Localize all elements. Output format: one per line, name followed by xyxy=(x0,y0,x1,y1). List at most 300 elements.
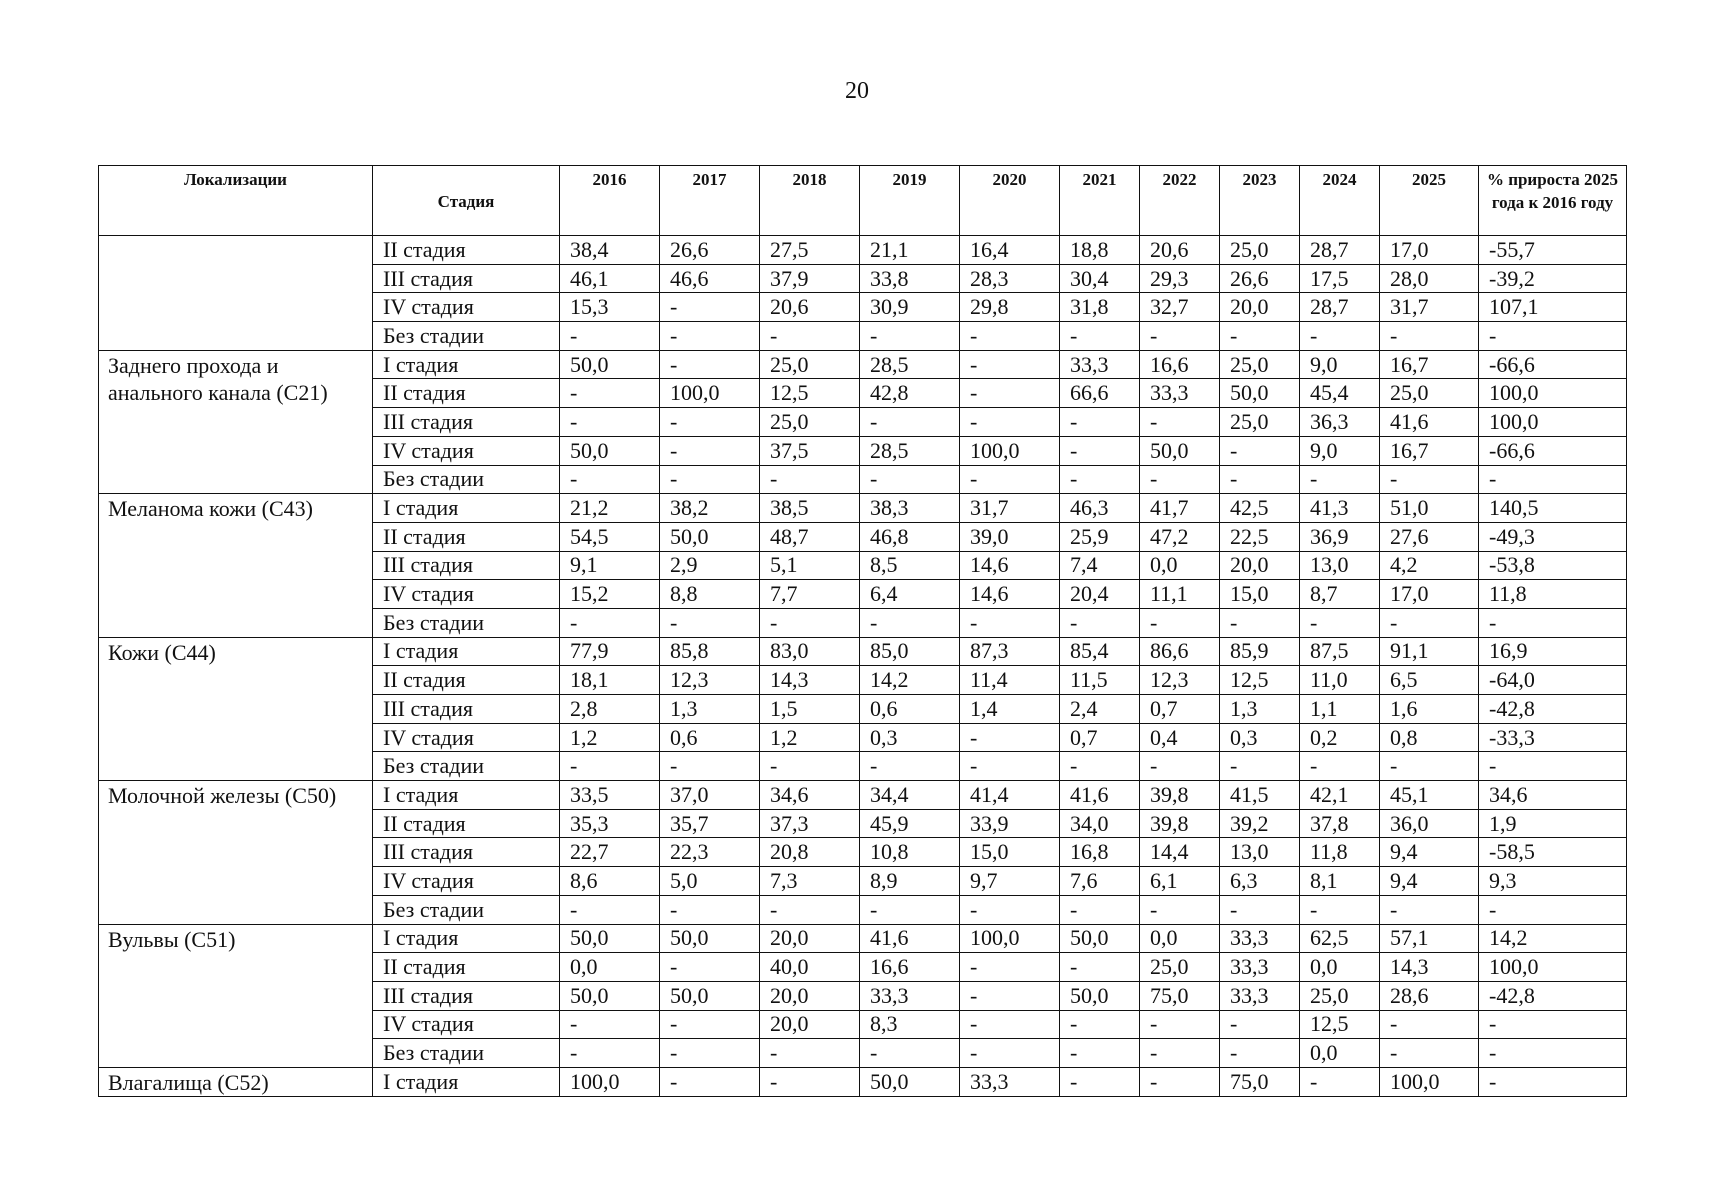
value-cell: 33,9 xyxy=(960,809,1060,838)
value-cell: 25,0 xyxy=(760,350,860,379)
value-cell: 100,0 xyxy=(1380,1067,1479,1096)
growth-percent-cell: 16,9 xyxy=(1479,637,1627,666)
value-cell: 10,8 xyxy=(860,838,960,867)
value-cell: 48,7 xyxy=(760,522,860,551)
value-cell: 20,4 xyxy=(1060,580,1140,609)
value-cell: 51,0 xyxy=(1380,494,1479,523)
value-cell: - xyxy=(660,1039,760,1068)
value-cell: 11,1 xyxy=(1140,580,1220,609)
value-cell: 15,0 xyxy=(960,838,1060,867)
value-cell: 46,1 xyxy=(560,264,660,293)
value-cell: 37,0 xyxy=(660,781,760,810)
value-cell: 33,8 xyxy=(860,264,960,293)
value-cell: 21,1 xyxy=(860,236,960,265)
value-cell: - xyxy=(660,322,760,351)
value-cell: 28,5 xyxy=(860,436,960,465)
value-cell: 50,0 xyxy=(560,436,660,465)
value-cell: 45,4 xyxy=(1300,379,1380,408)
value-cell: 27,6 xyxy=(1380,522,1479,551)
value-cell: - xyxy=(1060,322,1140,351)
localization-cell: Влагалища (С52) xyxy=(99,1067,373,1096)
stage-cell: IV стадия xyxy=(373,293,560,322)
stage-cell: III стадия xyxy=(373,695,560,724)
value-cell: 6,4 xyxy=(860,580,960,609)
value-cell: - xyxy=(1220,322,1300,351)
table-row xyxy=(99,924,1627,953)
value-cell: - xyxy=(660,752,760,781)
value-cell: 15,0 xyxy=(1220,580,1300,609)
value-cell: - xyxy=(1060,1039,1140,1068)
value-cell: 16,7 xyxy=(1380,350,1479,379)
value-cell: 13,0 xyxy=(1300,551,1380,580)
stage-cell: II стадия xyxy=(373,522,560,551)
value-cell: 28,5 xyxy=(860,350,960,379)
value-cell: 7,4 xyxy=(1060,551,1140,580)
value-cell: - xyxy=(660,1067,760,1096)
value-cell: 25,0 xyxy=(1220,350,1300,379)
stage-cell: II стадия xyxy=(373,666,560,695)
stage-cell: III стадия xyxy=(373,264,560,293)
value-cell: - xyxy=(1060,1067,1140,1096)
value-cell: 46,3 xyxy=(1060,494,1140,523)
value-cell: - xyxy=(860,1039,960,1068)
value-cell: 28,7 xyxy=(1300,236,1380,265)
value-cell: 18,1 xyxy=(560,666,660,695)
value-cell: 25,0 xyxy=(1380,379,1479,408)
value-cell: - xyxy=(1300,608,1380,637)
table-row xyxy=(99,236,1627,265)
value-cell: 9,7 xyxy=(960,867,1060,896)
value-cell: - xyxy=(860,895,960,924)
value-cell: 20,6 xyxy=(760,293,860,322)
value-cell: - xyxy=(960,1010,1060,1039)
value-cell: - xyxy=(1060,752,1140,781)
value-cell: 0,0 xyxy=(1140,551,1220,580)
value-cell: - xyxy=(1220,436,1300,465)
value-cell: - xyxy=(1140,752,1220,781)
value-cell: 50,0 xyxy=(560,981,660,1010)
value-cell: 47,2 xyxy=(1140,522,1220,551)
value-cell: 30,9 xyxy=(860,293,960,322)
value-cell: - xyxy=(960,895,1060,924)
value-cell: - xyxy=(860,408,960,437)
value-cell: 26,6 xyxy=(1220,264,1300,293)
value-cell: - xyxy=(660,350,760,379)
value-cell: 33,3 xyxy=(1220,981,1300,1010)
value-cell: 25,0 xyxy=(1220,236,1300,265)
growth-percent-cell: - xyxy=(1479,608,1627,637)
value-cell: 25,0 xyxy=(760,408,860,437)
value-cell: 100,0 xyxy=(660,379,760,408)
value-cell: 50,0 xyxy=(1140,436,1220,465)
value-cell: - xyxy=(760,1067,860,1096)
value-cell: 33,3 xyxy=(960,1067,1060,1096)
value-cell: 12,5 xyxy=(760,379,860,408)
localization-cell: Заднего прохода и анального канала (С21) xyxy=(99,350,373,493)
value-cell: - xyxy=(960,981,1060,1010)
value-cell: 42,8 xyxy=(860,379,960,408)
value-cell: - xyxy=(560,322,660,351)
value-cell: 34,4 xyxy=(860,781,960,810)
value-cell: 33,3 xyxy=(1220,924,1300,953)
value-cell: - xyxy=(1220,895,1300,924)
value-cell: 87,5 xyxy=(1300,637,1380,666)
growth-percent-cell: 100,0 xyxy=(1479,408,1627,437)
value-cell: 8,1 xyxy=(1300,867,1380,896)
value-cell: 0,0 xyxy=(560,953,660,982)
value-cell: - xyxy=(1380,608,1479,637)
value-cell: 54,5 xyxy=(560,522,660,551)
value-cell: 0,8 xyxy=(1380,723,1479,752)
value-cell: - xyxy=(1140,1039,1220,1068)
value-cell: - xyxy=(560,465,660,494)
localization-cell: Меланома кожи (С43) xyxy=(99,494,373,637)
value-cell: 25,9 xyxy=(1060,522,1140,551)
value-cell: 2,8 xyxy=(560,695,660,724)
value-cell: 50,0 xyxy=(660,981,760,1010)
growth-percent-cell: 11,8 xyxy=(1479,580,1627,609)
value-cell: 28,0 xyxy=(1380,264,1479,293)
value-cell: 42,5 xyxy=(1220,494,1300,523)
stage-cell: Без стадии xyxy=(373,465,560,494)
value-cell: 8,5 xyxy=(860,551,960,580)
table-row xyxy=(99,781,1627,810)
value-cell: 0,0 xyxy=(1300,953,1380,982)
growth-percent-cell: -49,3 xyxy=(1479,522,1627,551)
growth-percent-cell: 107,1 xyxy=(1479,293,1627,322)
value-cell: 41,3 xyxy=(1300,494,1380,523)
stage-distribution-table xyxy=(98,165,1627,1097)
value-cell: 2,4 xyxy=(1060,695,1140,724)
value-cell: - xyxy=(760,752,860,781)
value-cell: 5,1 xyxy=(760,551,860,580)
value-cell: 7,3 xyxy=(760,867,860,896)
value-cell: - xyxy=(560,895,660,924)
stage-cell: II стадия xyxy=(373,379,560,408)
value-cell: 14,4 xyxy=(1140,838,1220,867)
value-cell: 62,5 xyxy=(1300,924,1380,953)
growth-percent-cell: 140,5 xyxy=(1479,494,1627,523)
value-cell: 41,7 xyxy=(1140,494,1220,523)
column-header-year: 2025 xyxy=(1380,166,1479,236)
value-cell: 14,6 xyxy=(960,551,1060,580)
value-cell: 50,0 xyxy=(1220,379,1300,408)
stage-cell: III стадия xyxy=(373,408,560,437)
value-cell: - xyxy=(1380,465,1479,494)
value-cell: 0,3 xyxy=(860,723,960,752)
value-cell: 46,6 xyxy=(660,264,760,293)
value-cell: 11,5 xyxy=(1060,666,1140,695)
value-cell: 20,0 xyxy=(760,1010,860,1039)
value-cell: 9,0 xyxy=(1300,350,1380,379)
value-cell: - xyxy=(1300,895,1380,924)
value-cell: - xyxy=(1300,752,1380,781)
localization-cell: Кожи (С44) xyxy=(99,637,373,780)
stage-cell: Без стадии xyxy=(373,752,560,781)
value-cell: 18,8 xyxy=(1060,236,1140,265)
value-cell: 20,0 xyxy=(1220,551,1300,580)
value-cell: 22,3 xyxy=(660,838,760,867)
value-cell: 27,5 xyxy=(760,236,860,265)
value-cell: 13,0 xyxy=(1220,838,1300,867)
value-cell: - xyxy=(1220,752,1300,781)
value-cell: - xyxy=(660,1010,760,1039)
stage-cell: IV стадия xyxy=(373,1010,560,1039)
value-cell: 35,7 xyxy=(660,809,760,838)
value-cell: - xyxy=(1060,408,1140,437)
stage-cell: I стадия xyxy=(373,924,560,953)
column-header-stage: Стадия xyxy=(373,166,560,236)
value-cell: 28,6 xyxy=(1380,981,1479,1010)
value-cell: 0,7 xyxy=(1060,723,1140,752)
value-cell: - xyxy=(660,953,760,982)
value-cell: 46,8 xyxy=(860,522,960,551)
value-cell: 1,4 xyxy=(960,695,1060,724)
value-cell: - xyxy=(960,379,1060,408)
value-cell: 41,6 xyxy=(1060,781,1140,810)
value-cell: - xyxy=(1140,465,1220,494)
value-cell: 8,3 xyxy=(860,1010,960,1039)
column-header-localization: Локализации xyxy=(99,166,373,236)
growth-percent-cell: -33,3 xyxy=(1479,723,1627,752)
value-cell: - xyxy=(1140,1010,1220,1039)
value-cell: 100,0 xyxy=(560,1067,660,1096)
value-cell: - xyxy=(1060,465,1140,494)
growth-percent-cell: -42,8 xyxy=(1479,695,1627,724)
column-header-year: 2016 xyxy=(560,166,660,236)
value-cell: 41,6 xyxy=(860,924,960,953)
value-cell: - xyxy=(960,350,1060,379)
value-cell: - xyxy=(960,752,1060,781)
value-cell: - xyxy=(1220,465,1300,494)
value-cell: 75,0 xyxy=(1220,1067,1300,1096)
column-header-year: 2017 xyxy=(660,166,760,236)
value-cell: 0,0 xyxy=(1300,1039,1380,1068)
value-cell: 100,0 xyxy=(960,924,1060,953)
value-cell: 8,6 xyxy=(560,867,660,896)
value-cell: - xyxy=(560,1039,660,1068)
value-cell: 12,5 xyxy=(1300,1010,1380,1039)
value-cell: - xyxy=(560,752,660,781)
value-cell: 39,0 xyxy=(960,522,1060,551)
value-cell: - xyxy=(1220,1039,1300,1068)
header-row xyxy=(99,166,1627,236)
value-cell: 11,4 xyxy=(960,666,1060,695)
stage-cell: II стадия xyxy=(373,236,560,265)
value-cell: 38,2 xyxy=(660,494,760,523)
value-cell: - xyxy=(1140,608,1220,637)
stage-cell: I стадия xyxy=(373,637,560,666)
value-cell: 20,6 xyxy=(1140,236,1220,265)
value-cell: - xyxy=(1060,953,1140,982)
value-cell: 20,0 xyxy=(760,981,860,1010)
column-header-growth-percent: % прироста 2025 года к 2016 году xyxy=(1479,166,1627,236)
value-cell: 7,6 xyxy=(1060,867,1140,896)
value-cell: 12,3 xyxy=(660,666,760,695)
value-cell: - xyxy=(1380,1039,1479,1068)
page-number: 20 xyxy=(845,78,869,104)
growth-percent-cell: -66,6 xyxy=(1479,436,1627,465)
value-cell: - xyxy=(1140,322,1220,351)
value-cell: 20,8 xyxy=(760,838,860,867)
growth-percent-cell: 100,0 xyxy=(1479,379,1627,408)
value-cell: - xyxy=(660,465,760,494)
column-header-year: 2021 xyxy=(1060,166,1140,236)
value-cell: 1,3 xyxy=(1220,695,1300,724)
stage-cell: IV стадия xyxy=(373,436,560,465)
growth-percent-cell: -66,6 xyxy=(1479,350,1627,379)
value-cell: 16,7 xyxy=(1380,436,1479,465)
value-cell: 28,7 xyxy=(1300,293,1380,322)
localization-cell: Молочной железы (С50) xyxy=(99,781,373,924)
value-cell: 1,6 xyxy=(1380,695,1479,724)
value-cell: - xyxy=(1300,322,1380,351)
growth-percent-cell: - xyxy=(1479,322,1627,351)
value-cell: 11,0 xyxy=(1300,666,1380,695)
table-row xyxy=(99,637,1627,666)
value-cell: 17,0 xyxy=(1380,580,1479,609)
value-cell: 38,5 xyxy=(760,494,860,523)
stage-cell: II стадия xyxy=(373,809,560,838)
value-cell: 33,3 xyxy=(1060,350,1140,379)
value-cell: 25,0 xyxy=(1300,981,1380,1010)
value-cell: 38,4 xyxy=(560,236,660,265)
value-cell: 15,3 xyxy=(560,293,660,322)
value-cell: 0,6 xyxy=(860,695,960,724)
growth-percent-cell: -64,0 xyxy=(1479,666,1627,695)
growth-percent-cell: 1,9 xyxy=(1479,809,1627,838)
value-cell: 83,0 xyxy=(760,637,860,666)
stage-cell: III стадия xyxy=(373,838,560,867)
value-cell: 14,3 xyxy=(1380,953,1479,982)
value-cell: - xyxy=(760,322,860,351)
growth-percent-cell: - xyxy=(1479,1039,1627,1068)
value-cell: - xyxy=(960,322,1060,351)
value-cell: 34,0 xyxy=(1060,809,1140,838)
value-cell: 31,7 xyxy=(1380,293,1479,322)
value-cell: 39,8 xyxy=(1140,781,1220,810)
value-cell: - xyxy=(660,293,760,322)
value-cell: - xyxy=(760,608,860,637)
value-cell: 8,8 xyxy=(660,580,760,609)
value-cell: 75,0 xyxy=(1140,981,1220,1010)
growth-percent-cell: -53,8 xyxy=(1479,551,1627,580)
stage-cell: I стадия xyxy=(373,1067,560,1096)
value-cell: 12,3 xyxy=(1140,666,1220,695)
value-cell: 16,6 xyxy=(860,953,960,982)
value-cell: 28,3 xyxy=(960,264,1060,293)
table-row xyxy=(99,494,1627,523)
value-cell: 17,5 xyxy=(1300,264,1380,293)
value-cell: 31,8 xyxy=(1060,293,1140,322)
value-cell: 9,4 xyxy=(1380,838,1479,867)
value-cell: 6,3 xyxy=(1220,867,1300,896)
value-cell: 22,5 xyxy=(1220,522,1300,551)
value-cell: 33,3 xyxy=(1140,379,1220,408)
growth-percent-cell: 14,2 xyxy=(1479,924,1627,953)
growth-percent-cell: - xyxy=(1479,465,1627,494)
value-cell: 6,1 xyxy=(1140,867,1220,896)
stage-cell: Без стадии xyxy=(373,1039,560,1068)
value-cell: 2,9 xyxy=(660,551,760,580)
value-cell: 86,6 xyxy=(1140,637,1220,666)
value-cell: - xyxy=(1140,1067,1220,1096)
value-cell: 0,7 xyxy=(1140,695,1220,724)
value-cell: - xyxy=(1060,895,1140,924)
value-cell: 50,0 xyxy=(560,924,660,953)
growth-percent-cell: -42,8 xyxy=(1479,981,1627,1010)
growth-percent-cell: - xyxy=(1479,1010,1627,1039)
value-cell: - xyxy=(1380,1010,1479,1039)
value-cell: 9,4 xyxy=(1380,867,1479,896)
value-cell: 36,0 xyxy=(1380,809,1479,838)
value-cell: 42,1 xyxy=(1300,781,1380,810)
value-cell: - xyxy=(860,608,960,637)
value-cell: 77,9 xyxy=(560,637,660,666)
stage-cell: IV стадия xyxy=(373,723,560,752)
value-cell: 32,7 xyxy=(1140,293,1220,322)
value-cell: 29,8 xyxy=(960,293,1060,322)
value-cell: 1,3 xyxy=(660,695,760,724)
value-cell: 85,0 xyxy=(860,637,960,666)
value-cell: - xyxy=(1380,895,1479,924)
column-header-year: 2023 xyxy=(1220,166,1300,236)
value-cell: 33,3 xyxy=(860,981,960,1010)
value-cell: 85,4 xyxy=(1060,637,1140,666)
column-header-year: 2018 xyxy=(760,166,860,236)
value-cell: - xyxy=(1220,608,1300,637)
stage-cell: Без стадии xyxy=(373,322,560,351)
stage-cell: Без стадии xyxy=(373,895,560,924)
value-cell: 25,0 xyxy=(1140,953,1220,982)
column-header-year: 2019 xyxy=(860,166,960,236)
value-cell: 50,0 xyxy=(660,522,760,551)
value-cell: - xyxy=(1140,408,1220,437)
value-cell: - xyxy=(860,465,960,494)
value-cell: - xyxy=(1140,895,1220,924)
value-cell: 36,9 xyxy=(1300,522,1380,551)
stage-cell: III стадия xyxy=(373,981,560,1010)
stage-cell: II стадия xyxy=(373,953,560,982)
value-cell: - xyxy=(760,1039,860,1068)
growth-percent-cell: - xyxy=(1479,752,1627,781)
value-cell: 37,9 xyxy=(760,264,860,293)
value-cell: 30,4 xyxy=(1060,264,1140,293)
table-body xyxy=(99,236,1627,1097)
value-cell: 39,2 xyxy=(1220,809,1300,838)
value-cell: 20,0 xyxy=(1220,293,1300,322)
value-cell: 14,2 xyxy=(860,666,960,695)
value-cell: 50,0 xyxy=(1060,981,1140,1010)
value-cell: 66,6 xyxy=(1060,379,1140,408)
stage-cell: Без стадии xyxy=(373,608,560,637)
localization-cell xyxy=(99,236,373,351)
value-cell: - xyxy=(660,608,760,637)
value-cell: 1,2 xyxy=(560,723,660,752)
value-cell: 0,4 xyxy=(1140,723,1220,752)
value-cell: - xyxy=(760,465,860,494)
value-cell: - xyxy=(760,895,860,924)
value-cell: 38,3 xyxy=(860,494,960,523)
value-cell: 5,0 xyxy=(660,867,760,896)
value-cell: - xyxy=(960,465,1060,494)
value-cell: 87,3 xyxy=(960,637,1060,666)
value-cell: 37,8 xyxy=(1300,809,1380,838)
stage-cell: I стадия xyxy=(373,781,560,810)
value-cell: 6,5 xyxy=(1380,666,1479,695)
value-cell: 41,6 xyxy=(1380,408,1479,437)
value-cell: - xyxy=(960,1039,1060,1068)
